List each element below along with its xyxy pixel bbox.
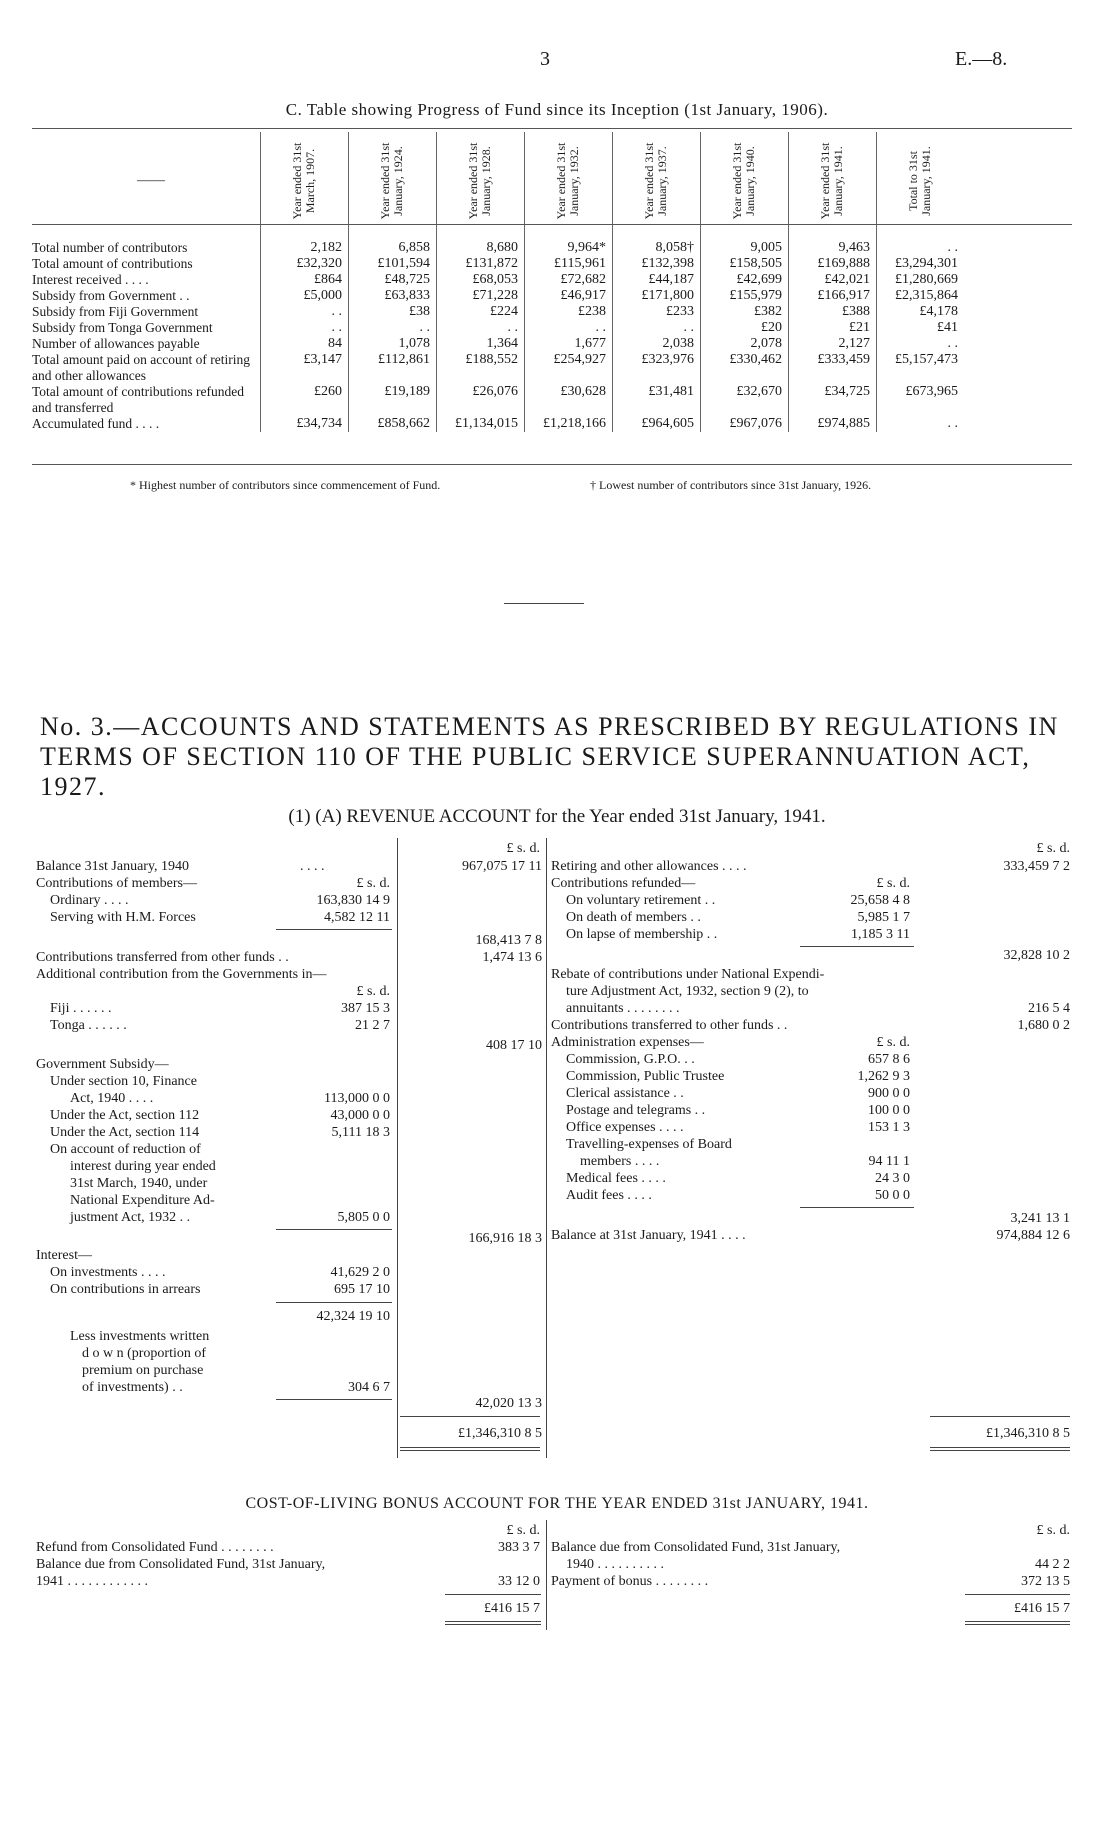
table-cell: £112,861 (378, 352, 430, 367)
bonus-center-rule (546, 1520, 547, 1630)
rule (800, 946, 914, 947)
table-row (32, 304, 1072, 321)
subsidy-reduction-label-4: National Expenditure Ad- (70, 1193, 215, 1208)
table-cell: . . (595, 320, 606, 335)
column-header-label: Year ended 31st January, 1928. (466, 142, 493, 220)
contrib-sub-head: £ s. d. (356, 876, 390, 891)
column-header (260, 136, 348, 226)
admin-postage-label: Postage and telegrams . . (566, 1103, 706, 1118)
column-header (348, 136, 436, 226)
table-cell: . . (947, 416, 958, 431)
table-row (32, 384, 1072, 415)
table-row (32, 240, 1072, 257)
column-header-label: Year ended 31st January, 1924. (378, 142, 405, 220)
admin-gpo-value: 657 8 6 (868, 1052, 910, 1067)
table-cell: £382 (754, 304, 782, 319)
table-cell: £32,670 (736, 384, 782, 399)
table-cell: . . (947, 240, 958, 255)
subsidy-reduction-value: 5,805 0 0 (337, 1210, 390, 1225)
bonus-right-total: £416 15 7 (1014, 1601, 1070, 1616)
table-cell: £858,662 (377, 416, 430, 431)
footnote-highest: * Highest number of contributors since commencement of Fund. (130, 478, 441, 492)
fiji-value: 387 15 3 (341, 1001, 390, 1016)
less-written-down-label-4: of investments) . . (82, 1380, 183, 1395)
table-cell: £5,157,473 (895, 352, 958, 367)
rule (445, 1624, 541, 1625)
table-cell: £1,218,166 (543, 416, 606, 431)
subsidy-label: Government Subsidy— (36, 1057, 169, 1072)
table-cell: £864 (314, 272, 342, 287)
refund-death-value: 5,985 1 7 (857, 910, 910, 925)
revenue-account-title: (1) (A) REVENUE ACCOUNT for the Year ended 31st January, 1941. (288, 806, 826, 827)
column-header-label: Year ended 31st January, 1941. (818, 142, 845, 220)
interest-investments-label: On investments . . . . (50, 1265, 166, 1280)
rebate-label-2: ture Adjustment Act, 1932, section 9 (2), to (566, 984, 809, 999)
table-cell: £72,682 (560, 272, 606, 287)
table-row (32, 256, 1072, 273)
table-cell: 2,127 (838, 336, 870, 351)
refund-death-label: On death of members . . (566, 910, 701, 925)
table-cell: £254,927 (553, 352, 606, 367)
table-cell: . . (331, 320, 342, 335)
table-row (32, 288, 1072, 305)
column-header (700, 136, 788, 226)
rule (445, 1594, 541, 1595)
table-cell: 9,964* (567, 240, 606, 255)
rule (965, 1621, 1070, 1622)
bonus-balance-due-value: 33 12 0 (498, 1574, 540, 1589)
right-col-head: £ s. d. (1036, 841, 1070, 856)
row-label: Interest received . . . . (32, 272, 149, 287)
rule (400, 1447, 540, 1448)
table-cell: £238 (578, 304, 606, 319)
table-cell: £132,398 (641, 256, 694, 271)
rule (930, 1416, 1070, 1417)
less-written-down-label-2: d o w n (proportion of (82, 1346, 207, 1361)
right-grand-total: £1,346,310 8 5 (986, 1426, 1070, 1441)
retiring-value: 333,459 7 2 (1003, 859, 1070, 874)
subsidy-s112-value: 43,000 0 0 (330, 1108, 390, 1123)
fiji-label: Fiji . . . . . . (50, 1001, 112, 1016)
table-cell: £964,605 (641, 416, 694, 431)
interest-total: 42,020 13 3 (475, 1396, 542, 1411)
refund-lapse-value: 1,185 3 11 (851, 927, 910, 942)
table-cell: £115,961 (554, 256, 606, 271)
serving-value: 4,582 12 11 (324, 910, 390, 925)
additional-sub-head: £ s. d. (356, 984, 390, 999)
table-cell: £4,178 (919, 304, 958, 319)
table-cell: £68,053 (472, 272, 518, 287)
refund-lapse-label: On lapse of membership . . (566, 927, 718, 942)
column-header-label: Year ended 31st March, 1907. (290, 142, 317, 220)
table-cell: £233 (666, 304, 694, 319)
table-cell: £21 (849, 320, 870, 335)
rule (276, 929, 392, 930)
table-cell: £71,228 (472, 288, 518, 303)
additional-total: 408 17 10 (486, 1038, 542, 1053)
interest-arrears-value: 695 17 10 (334, 1282, 390, 1297)
bonus-opening-balance-label: Balance due from Consolidated Fund, 31st January, (551, 1540, 841, 1555)
table-cell: 2,182 (310, 240, 342, 255)
interest-subtotal: 42,324 19 10 (316, 1309, 390, 1324)
table-cell: £30,628 (560, 384, 606, 399)
subsidy-s114-label: Under the Act, section 114 (50, 1125, 200, 1140)
table-cell: £3,294,301 (895, 256, 958, 271)
table-cell: £323,976 (641, 352, 694, 367)
table-cell: £388 (842, 304, 870, 319)
row-label: Total number of contributors (32, 240, 188, 255)
interest-label: Interest— (36, 1248, 92, 1263)
admin-sub-head: £ s. d. (876, 1035, 910, 1050)
admin-medical-label: Medical fees . . . . (566, 1171, 666, 1186)
bonus-left-head: £ s. d. (506, 1523, 540, 1538)
table-cell: £5,000 (303, 288, 342, 303)
table-cell: £158,505 (729, 256, 782, 271)
table-cell: . . (947, 336, 958, 351)
balance-dots: . . . . (300, 859, 325, 874)
refunded-label: Contributions refunded— (551, 876, 696, 891)
rule (800, 1207, 914, 1208)
column-header-label: Year ended 31st January, 1932. (554, 142, 581, 220)
rule (400, 1450, 540, 1451)
admin-trustee-value: 1,262 9 3 (857, 1069, 910, 1084)
admin-clerical-value: 900 0 0 (868, 1086, 910, 1101)
table-cell: 8,680 (486, 240, 518, 255)
column-header (612, 136, 700, 226)
bonus-left-total: £416 15 7 (484, 1601, 540, 1616)
refund-voluntary-value: 25,658 4 8 (850, 893, 910, 908)
table-cell: £19,189 (384, 384, 430, 399)
table-c-title: C. Table showing Progress of Fund since its Inception (1st January, 1906). (285, 100, 829, 119)
rule (965, 1624, 1070, 1625)
page-number: 3 (540, 48, 550, 70)
table-cell: £673,965 (905, 384, 958, 399)
refund-voluntary-label: On voluntary retirement . . (566, 893, 716, 908)
admin-audit-value: 50 0 0 (875, 1188, 910, 1203)
table-cell: £32,320 (296, 256, 342, 271)
table-cell: £131,872 (465, 256, 518, 271)
subsidy-total: 166,916 18 3 (468, 1231, 542, 1246)
table-cell: 2,038 (662, 336, 694, 351)
table-cell: £224 (490, 304, 518, 319)
transferred-in-value: 1,474 13 6 (482, 950, 542, 965)
closing-balance-value: 974,884 12 6 (996, 1228, 1070, 1243)
admin-office-label: Office expenses . . . . (566, 1120, 684, 1135)
table-cell: £1,280,669 (895, 272, 958, 287)
rule (930, 1450, 1070, 1451)
row-label: Number of allowances payable (32, 336, 200, 351)
table-cell: £63,833 (384, 288, 430, 303)
table-cell: 2,078 (750, 336, 782, 351)
table-cell: £26,076 (472, 384, 518, 399)
tonga-label: Tonga . . . . . . (50, 1018, 127, 1033)
rule (276, 1399, 392, 1400)
bonus-balance-due-label: Balance due from Consolidated Fund, 31st January, (36, 1557, 326, 1572)
table-cell: 1,677 (574, 336, 606, 351)
table-cell: 6,858 (398, 240, 430, 255)
table-cell: £44,187 (648, 272, 694, 287)
table-cell: 1,364 (486, 336, 518, 351)
table-corner: —— (137, 173, 165, 188)
admin-trustee-label: Commission, Public Trustee (566, 1069, 725, 1084)
table-cell: 9,005 (750, 240, 782, 255)
left-col-head: £ s. d. (506, 841, 540, 856)
table-cell: £155,979 (729, 288, 782, 303)
column-header (524, 136, 612, 226)
interest-investments-value: 41,629 2 0 (330, 1265, 390, 1280)
table-cell: £31,481 (648, 384, 694, 399)
subsidy-s10-label-cont: Act, 1940 . . . . (70, 1091, 154, 1106)
row-label: Accumulated fund . . . . (32, 416, 160, 431)
table-row (32, 336, 1072, 353)
rule (445, 1621, 541, 1622)
row-label: Subsidy from Tonga Government (32, 320, 213, 335)
column-header (788, 136, 876, 226)
bonus-account-title: COST-OF-LIVING BONUS ACCOUNT FOR THE YEAR ENDED 31st JANUARY, 1941. (245, 1495, 869, 1512)
table-cell: £20 (761, 320, 782, 335)
section-title: No. 3.—ACCOUNTS AND STATEMENTS AS PRESCRIBED BY REGULATIONS IN TERMS OF SECTION 110 OF THE PUBLIC SERVICE SUPERANNUATION ACT, 1927. (40, 712, 1059, 801)
rebate-value: 216 5 4 (1028, 1001, 1070, 1016)
admin-travel-label-2: members . . . . (580, 1154, 660, 1169)
table-cell: £171,800 (641, 288, 694, 303)
center-rule (546, 838, 547, 1458)
admin-travel-label: Travelling-expenses of Board (566, 1137, 732, 1152)
subsidy-reduction-label-5: justment Act, 1932 . . (70, 1210, 191, 1225)
rebate-label-3: annuitants . . . . . . . . (566, 1001, 680, 1016)
bonus-refund-label: Refund from Consolidated Fund . . . . . . . . (36, 1540, 274, 1555)
bonus-payment-label: Payment of bonus . . . . . . . . (551, 1574, 709, 1589)
row-label: Total amount of contributions (32, 256, 193, 271)
subsidy-reduction-label-2: interest during year ended (70, 1159, 216, 1174)
bonus-opening-balance-value: 44 2 2 (1035, 1557, 1070, 1572)
admin-office-value: 153 1 3 (868, 1120, 910, 1135)
table-cell: £42,021 (824, 272, 870, 287)
admin-travel-value: 94 11 1 (868, 1154, 910, 1169)
column-header (876, 136, 964, 226)
table-cell: £46,917 (560, 288, 606, 303)
subsidy-s10-value: 113,000 0 0 (324, 1091, 390, 1106)
ordinary-value: 163,830 14 9 (316, 893, 390, 908)
table-cell: £166,917 (817, 288, 870, 303)
table-cell: . . (331, 304, 342, 319)
table-cell: 8,058† (655, 240, 694, 255)
bonus-payment-value: 372 13 5 (1021, 1574, 1070, 1589)
column-header-label: Year ended 31st January, 1940. (730, 142, 757, 220)
less-written-down-label-3: premium on purchase (82, 1363, 204, 1378)
balance-value: 967,075 17 11 (462, 859, 542, 874)
table-cell: 84 (328, 336, 342, 351)
table-cell: £188,552 (465, 352, 518, 367)
refunded-sub-head: £ s. d. (876, 876, 910, 891)
admin-clerical-label: Clerical assistance . . (566, 1086, 684, 1101)
column-header (436, 136, 524, 226)
footnote-lowest: † Lowest number of contributors since 31st January, 1926. (590, 478, 872, 492)
subsidy-s114-value: 5,111 18 3 (331, 1125, 390, 1140)
transferred-out-value: 1,680 0 2 (1017, 1018, 1070, 1033)
table-row (32, 352, 1072, 383)
left-grand-total: £1,346,310 8 5 (458, 1426, 542, 1441)
retiring-label: Retiring and other allowances . . . . (551, 859, 747, 874)
rule (930, 1447, 1070, 1448)
column-header-label: Year ended 31st January, 1937. (642, 142, 669, 220)
transferred-in-label: Contributions transferred from other funds . . (36, 950, 289, 965)
admin-audit-label: Audit fees . . . . (566, 1188, 652, 1203)
rule (965, 1594, 1070, 1595)
table-row (32, 320, 1072, 337)
rule (400, 1416, 540, 1417)
table-cell: £41 (937, 320, 958, 335)
table-row (32, 416, 1072, 433)
table-cell: £974,885 (817, 416, 870, 431)
section-divider (504, 603, 584, 604)
table-cell: 1,078 (398, 336, 430, 351)
subsidy-s112-label: Under the Act, section 112 (50, 1108, 200, 1123)
additional-label: Additional contribution from the Governments in— (36, 967, 327, 982)
less-written-down-value: 304 6 7 (348, 1380, 390, 1395)
table-cell: . . (683, 320, 694, 335)
table-cell: £333,459 (817, 352, 870, 367)
transferred-out-label: Contributions transferred to other funds . . (551, 1018, 788, 1033)
table-row (32, 272, 1072, 289)
table-cell: £260 (314, 384, 342, 399)
balance-label: Balance 31st January, 1940 (36, 859, 190, 874)
table-cell: £169,888 (817, 256, 870, 271)
table-cell: £48,725 (384, 272, 430, 287)
subsidy-reduction-label: On account of reduction of (50, 1142, 201, 1157)
refunded-total: 32,828 10 2 (1003, 948, 1070, 963)
rule (276, 1302, 392, 1303)
ordinary-label: Ordinary . . . . (50, 893, 129, 908)
bonus-opening-balance-label-2: 1940 . . . . . . . . . . (566, 1557, 664, 1572)
document-reference: E.—8. (955, 48, 1008, 70)
row-label: Total amount of contributions refunded and transferred (32, 384, 245, 415)
admin-postage-value: 100 0 0 (868, 1103, 910, 1118)
tonga-value: 21 2 7 (355, 1018, 390, 1033)
table-cell: £34,725 (824, 384, 870, 399)
table-cell: . . (507, 320, 518, 335)
table-cell: £2,315,864 (895, 288, 958, 303)
table-cell: £34,734 (296, 416, 342, 431)
admin-label: Administration expenses— (551, 1035, 704, 1050)
contrib-label: Contributions of members— (36, 876, 197, 891)
table-cell: £330,462 (729, 352, 782, 367)
table-cell: £38 (409, 304, 430, 319)
bonus-refund-value: 383 3 7 (498, 1540, 540, 1555)
table-cell: £3,147 (303, 352, 342, 367)
table-cell: £1,134,015 (455, 416, 518, 431)
row-label: Subsidy from Fiji Government (32, 304, 199, 319)
table-cell: . . (419, 320, 430, 335)
admin-gpo-label: Commission, G.P.O. . . (566, 1052, 695, 1067)
serving-label: Serving with H.M. Forces (50, 910, 196, 925)
column-header-label: Total to 31st January, 1941. (906, 146, 933, 216)
table-cell: £101,594 (377, 256, 430, 271)
less-written-down-label: Less investments written (70, 1329, 210, 1344)
admin-total: 3,241 13 1 (1010, 1211, 1070, 1226)
rule (276, 1229, 392, 1230)
table-cell: 9,463 (838, 240, 870, 255)
interest-arrears-label: On contributions in arrears (50, 1282, 201, 1297)
row-label: Total amount paid on account of retiring and other allowances (32, 352, 250, 383)
rebate-label: Rebate of contributions under National Expendi- (551, 967, 825, 982)
table-cell: £967,076 (729, 416, 782, 431)
bonus-balance-due-label-2: 1941 . . . . . . . . . . . . (36, 1574, 148, 1589)
subsidy-s10-label: Under section 10, Finance (50, 1074, 197, 1089)
table-cell: £42,699 (736, 272, 782, 287)
contrib-total: 168,413 7 8 (475, 933, 542, 948)
admin-medical-value: 24 3 0 (875, 1171, 910, 1186)
closing-balance-label: Balance at 31st January, 1941 . . . . (551, 1228, 746, 1243)
row-label: Subsidy from Government . . (32, 288, 190, 303)
bonus-right-head: £ s. d. (1036, 1523, 1070, 1538)
column-rule (397, 838, 398, 1458)
subsidy-reduction-label-3: 31st March, 1940, under (70, 1176, 208, 1191)
